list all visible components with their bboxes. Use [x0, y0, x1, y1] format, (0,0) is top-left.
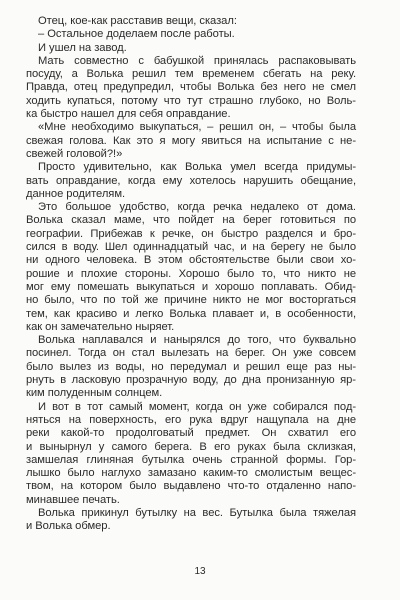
- text-line: твом, на котором было выдавлено что-то отдаленно напо-: [26, 480, 356, 493]
- text-line: Мать совместно с бабушкой принялась распаковывать: [38, 54, 356, 67]
- text-line: мог ему помешать выкупаться и хорошо поплавать. Обид-: [26, 280, 356, 293]
- text-line: И вот в тот самый момент, когда он уже собирался под-: [38, 400, 356, 413]
- text-line: Правда, отец предупредил, чтобы Волька без него не смел: [26, 81, 356, 94]
- text-line: няться на поверхность, его рука вдруг нащупала на дне: [26, 413, 356, 426]
- text-line: свежей головой?!»: [26, 147, 123, 160]
- text-line: И ушел на завод.: [38, 41, 127, 54]
- text-line: и Волька обмер.: [26, 520, 111, 533]
- text-line: но было, что по той же причине никто не мог восторгаться: [26, 294, 356, 307]
- text-line: ким полуденным солнцем.: [26, 387, 163, 400]
- text-line: данное родителям.: [26, 187, 126, 200]
- text-line: тем, как красиво и легко Волька плавает и, в особенности,: [26, 307, 356, 320]
- text-line: ка быстро нашел для себя оправдание.: [26, 108, 231, 121]
- page-text: [26, 15, 356, 534]
- text-line: Отец, кое-как расставив вещи, сказал:: [38, 15, 237, 27]
- text-line: сился в воду. Шел одиннадцатый час, и на берегу не было: [26, 241, 356, 254]
- text-line: вать оправдание, когда ему хотелось нарушить обещание,: [26, 174, 356, 187]
- text-line: географии. Прибежав к речке, он быстро разделся и бро-: [26, 227, 356, 240]
- text-line: замшелая глиняная бутылка очень странной формы. Гор-: [26, 453, 356, 466]
- text-line: Волька сказал маме, что пойдет на берег готовиться по: [26, 214, 356, 227]
- text-line: свежая голова. Как это я могу явиться на испытание с не-: [26, 134, 356, 147]
- text-line: Волька наплавался и нанырялся до того, что буквально: [38, 334, 356, 347]
- text-line: рошие и плохие стороны. Хорошо было то, что никто не: [26, 267, 356, 280]
- text-line: ни одного человека. В этом обстоятельстве были свои хо-: [26, 254, 356, 267]
- text-line: «Мне необходимо выкупаться, – решил он, – чтобы была: [38, 121, 356, 134]
- text-line: рнуть в ласковую прозрачную воду, до дна пронизанную яр-: [26, 374, 356, 387]
- text-line: Это большое удобство, когда речка недалеко от дома.: [38, 201, 356, 214]
- text-line: минавшее печать.: [26, 493, 120, 506]
- page-number: 13: [194, 566, 206, 577]
- text-line: как он замечательно ныряет.: [26, 320, 175, 333]
- text-line: посинел. Тогда он стал вылезать на берег. Он уже совсем: [26, 347, 356, 360]
- text-line: было вылез из воды, но передумал и решил еще раз ны-: [26, 360, 356, 373]
- text-line: ходить купаться, потому что тут страшно глубоко, но Воль-: [26, 94, 356, 107]
- text-line: и вынырнул у самого берега. В его руках была склизкая,: [26, 440, 356, 453]
- text-line: Волька прикинул бутылку на вес. Бутылка была тяжелая: [38, 506, 356, 519]
- text-line: реки какой-то продолговатый предмет. Он схватил его: [26, 427, 356, 440]
- text-line: – Остальное доделаем после работы.: [38, 28, 235, 41]
- text-line: Просто удивительно, как Волька умел всегда придумы-: [38, 161, 356, 174]
- text-line: посуду, а Волька решил тем временем сбегать на реку.: [26, 68, 356, 81]
- text-line: лышко было наглухо замазано каким-то смолистым вещес-: [26, 467, 356, 480]
